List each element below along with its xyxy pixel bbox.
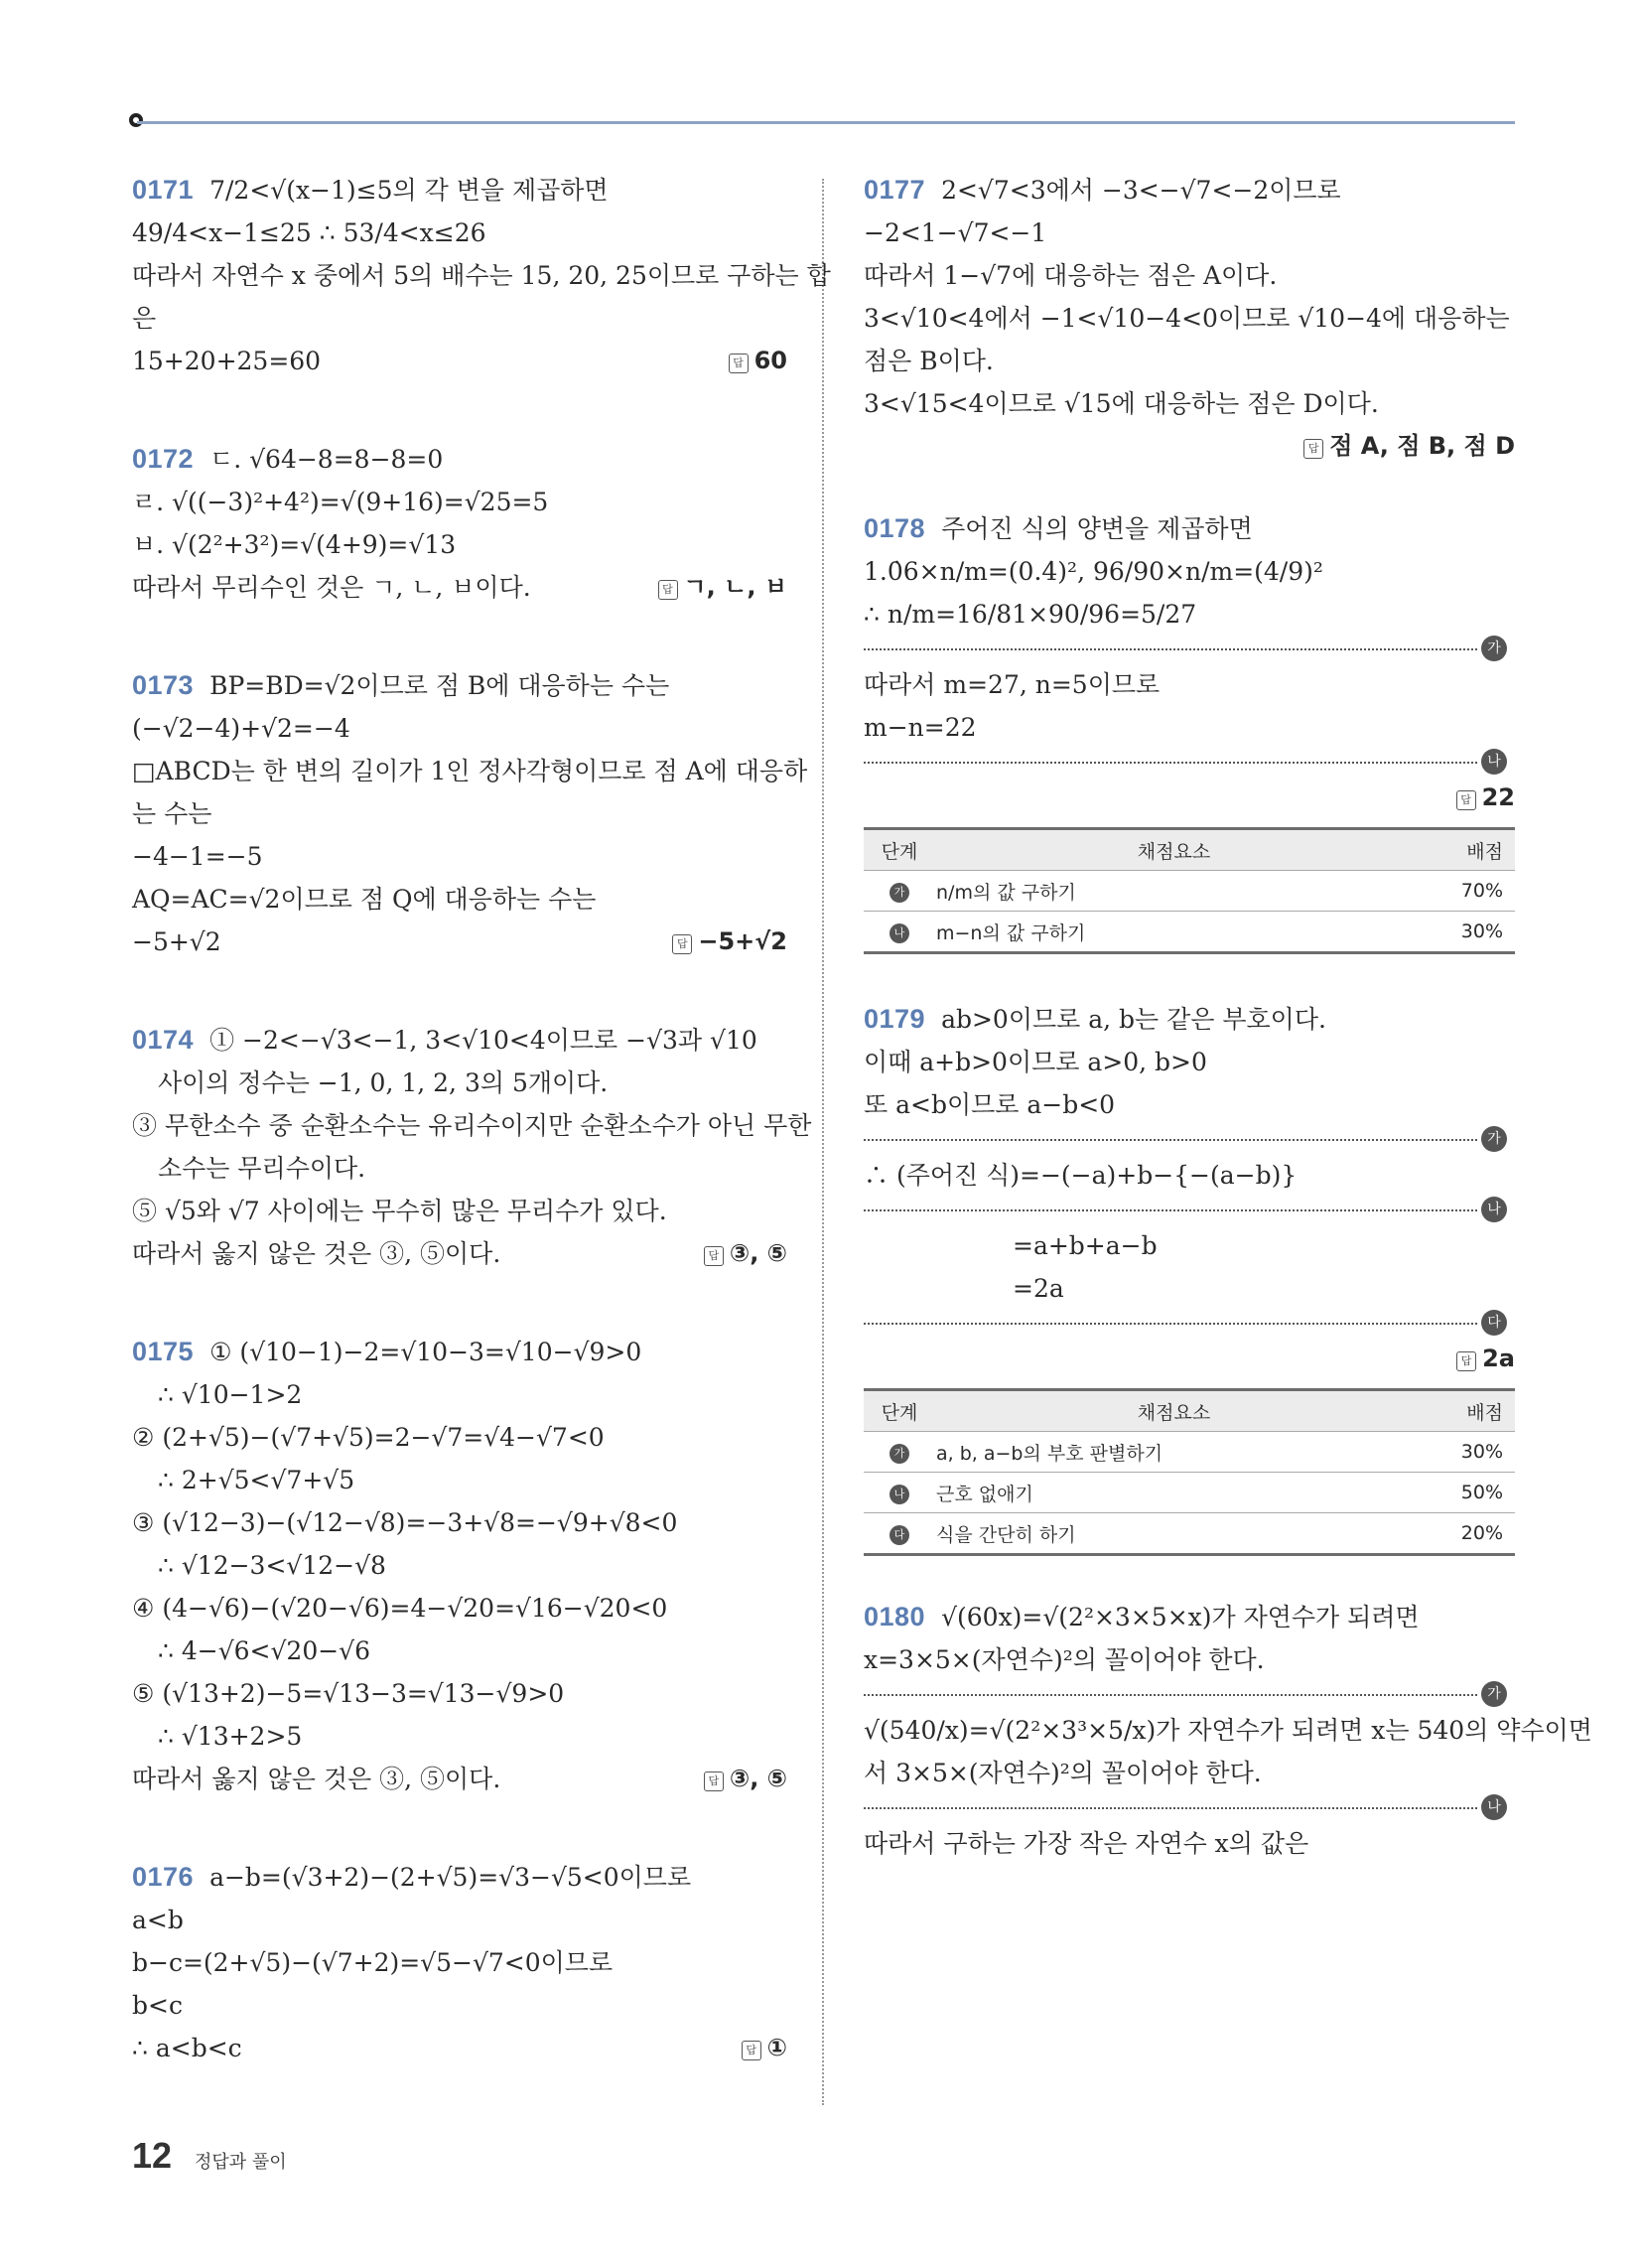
right-column <box>864 169 1592 1865</box>
step-separator <box>864 1794 1507 1822</box>
step-marker: 가 <box>1481 1126 1507 1152</box>
left-column <box>132 169 831 2069</box>
step-marker: 나 <box>1481 1794 1507 1820</box>
problem-number: 0171 <box>132 175 195 205</box>
table-row: 가 n/m의 값 구하기 70% <box>864 871 1515 912</box>
page-number: 12 <box>132 2135 173 2176</box>
answer: 답 ③, ⑤ <box>704 1232 787 1275</box>
table-row: 다 식을 간단히 하기 20% <box>864 1513 1515 1555</box>
scoring-table: 단계 채점요소 배점 가 n/m의 값 구하기 70% 나 m−n의 값 구하기 30% <box>864 827 1515 954</box>
problem-number: 0172 <box>132 444 195 474</box>
step-marker: 가 <box>1481 1681 1507 1707</box>
step-marker: 나 <box>1481 749 1507 775</box>
problem-0179: 0179 ab>0이므로 a, b는 같은 부호이다. 이때 a+b>0이므로 a>0, b>0 또 a<b이므로 a−b<0 가 ∴ (주어진 식)=−(−a)+b−{−(a−b)} 나 =a+b+a−b =2a 다 답 2a 단계 채점요소 배점 가 a, b, a−b의 부호 판별하기 30% 나 근호 없애기 50% 다 식을 간단히 하기 20% <box>864 998 1515 1556</box>
scoring-table: 단계 채점요소 배점 가 a, b, a−b의 부호 판별하기 30% 나 근호 없애기 50% 다 식을 간단히 하기 20% <box>864 1388 1515 1556</box>
step-separator <box>864 749 1507 777</box>
answer: 답 점 A, 점 B, 점 D <box>864 425 1515 468</box>
problem-number: 0178 <box>864 513 926 543</box>
problem-0175: 0175 ① (√10−1)−2=√10−3=√10−√9>0 ∴ √10−1>2 ② (2+√5)−(√7+√5)=2−√7=√4−√7<0 ∴ 2+√5<√7+√5 ③ (√12−3)−(√12−√8)=−3+√8=−√9+√8<0 ∴ √12−3<√12−√8 ④ (4−√6)−(√20−√6)=4−√20=√16−√20<0 ∴ 4−√6<√20−√6 ⑤ (√13+2)−5=√13−3=√13−√9>0 ∴ √13+2>5 따라서 옳지 않은 것은 ③, ⑤이다. 답 ③, ⑤ <box>132 1331 787 1800</box>
answer: 답 ① <box>742 2027 787 2069</box>
step-separator <box>864 1197 1507 1224</box>
answer: 답 60 <box>729 340 787 382</box>
problem-0177: 0177 2<√7<3에서 −3<−√7<−2이므로 −2<1−√7<−1 따라서 1−√7에 대응하는 점은 A이다. 3<√10<4에서 −1<√10−4<0이므로 √10−4에 대응하는 점은 B이다. 3<√15<4이므로 √15에 대응하는 점은 D이다. 답 점 A, 점 B, 점 D <box>864 169 1515 468</box>
problem-number: 0173 <box>132 670 195 700</box>
problem-0180: 0180 √(60x)=√(2²×3×5×x)가 자연수가 되려면 x=3×5×(자연수)²의 꼴이어야 한다. 가 √(540/x)=√(2²×3³×5/x)가 자연수가 되려면 x는 540의 약수이면 서 3×5×(자연수)²의 꼴이어야 한다. 나 따라서 구하는 가장 작은 자연수 x의 값은 <box>864 1602 1592 1858</box>
step-marker: 가 <box>1481 636 1507 661</box>
header-rule <box>137 121 1515 124</box>
problem-0172: 0172 ㄷ. √64−8=8−8=0 ㄹ. √((−3)²+4²)=√(9+16)=√25=5 ㅂ. √(2²+3²)=√(4+9)=√13 따라서 무리수인 것은 ㄱ, ㄴ, ㅂ이다. 답 ㄱ, ㄴ, ㅂ <box>132 438 787 609</box>
answer: 답 22 <box>864 777 1515 819</box>
problem-0173: 0173 BP=BD=√2이므로 점 B에 대응하는 수는 (−√2−4)+√2=−4 □ABCD는 한 변의 길이가 1인 정사각형이므로 점 A에 대응하 는 수는 −4−1=−5 AQ=AC=√2이므로 점 Q에 대응하는 수는 −5+√2 답 −5+√2 <box>132 664 787 963</box>
step-separator <box>864 1310 1507 1338</box>
problem-0171: 0171 7/2<√(x−1)≤5의 각 변을 제곱하면 49/4<x−1≤25 ∴ 53/4<x≤26 따라서 자연수 x 중에서 5의 배수는 15, 20, 25이므로 구하는 합 은 15+20+25=60 답 60 <box>132 169 787 382</box>
problem-number: 0180 <box>864 1602 926 1631</box>
problem-0176: 0176 a−b=(√3+2)−(2+√5)=√3−√5<0이므로 a<b b−c=(2+√5)−(√7+2)=√5−√7<0이므로 b<c ∴ a<b<c 답 ① <box>132 1856 787 2069</box>
header-dot <box>129 113 143 127</box>
problem-0174: 0174 ① −2<−√3<−1, 3<√10<4이므로 −√3과 √10 사이의 정수는 −1, 0, 1, 2, 3의 5개이다. ③ 무한소수 중 순환소수는 유리수이지만 순환소수가 아닌 무한 소수는 무리수이다. ⑤ √5와 √7 사이에는 무수히 많은 무리수가 있다. 따라서 옳지 않은 것은 ③, ⑤이다. 답 ③, ⑤ <box>132 1019 787 1275</box>
table-row: 나 근호 없애기 50% <box>864 1473 1515 1513</box>
step-separator <box>864 636 1507 663</box>
step-separator <box>864 1681 1507 1709</box>
step-marker: 나 <box>1481 1197 1507 1222</box>
answer: 답 ㄱ, ㄴ, ㅂ <box>658 566 788 609</box>
table-row: 가 a, b, a−b의 부호 판별하기 30% <box>864 1432 1515 1473</box>
problem-number: 0177 <box>864 175 926 205</box>
page-label: 정답과 풀이 <box>195 2152 287 2173</box>
problem-number: 0175 <box>132 1337 195 1366</box>
problem-number: 0179 <box>864 1004 926 1034</box>
problem-0178: 0178 주어진 식의 양변을 제곱하면 1.0̇6×n/m=(0.4̇)², 96/90×n/m=(4/9)² ∴ n/m=16/81×90/96=5/27 가 따라서 m=27, n=5이므로 m−n=22 나 답 22 단계 채점요소 배점 가 n/m의 값 구하기 70% 나 m−n의 값 구하기 30% <box>864 507 1515 954</box>
step-marker: 다 <box>1481 1310 1507 1336</box>
answer: 답 −5+√2 <box>672 921 787 963</box>
column-divider <box>822 179 824 2105</box>
answer: 답 ③, ⑤ <box>704 1758 787 1800</box>
problem-number: 0176 <box>132 1862 195 1892</box>
problem-number: 0174 <box>132 1025 195 1055</box>
answer: 답 2a <box>864 1338 1515 1380</box>
table-row: 나 m−n의 값 구하기 30% <box>864 912 1515 953</box>
step-separator <box>864 1126 1507 1154</box>
